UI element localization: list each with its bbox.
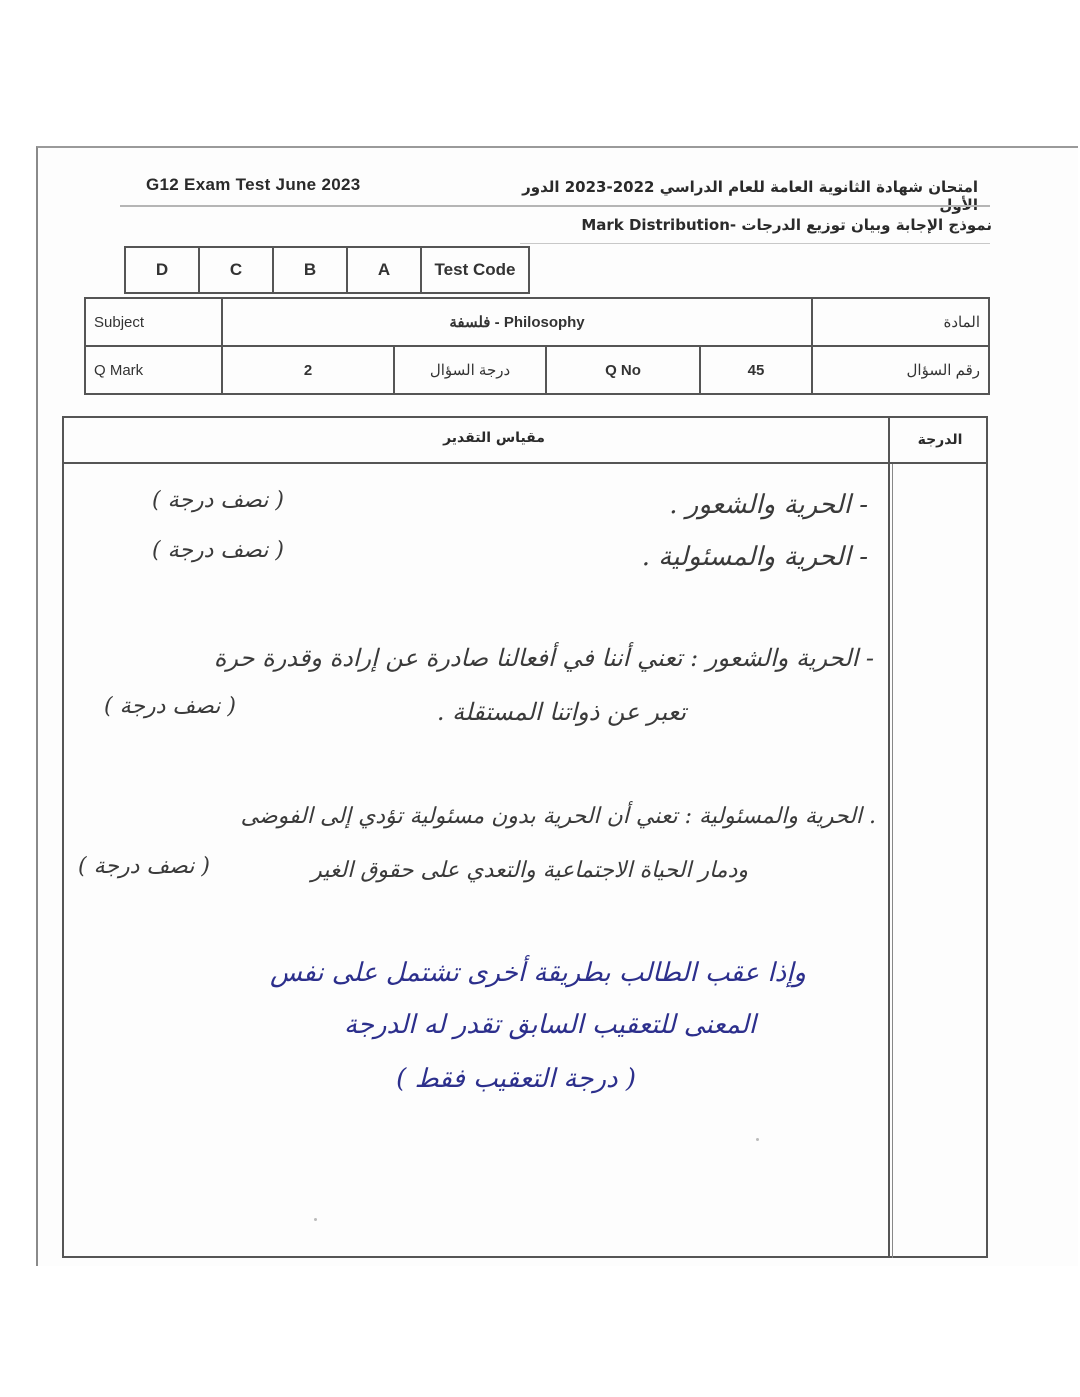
answer-line-3-cont: تعبر عن ذواتنا المستقلة . [436,698,686,726]
grade-column-title: الدرجة [917,432,963,448]
header-divider [120,205,990,207]
scan-speck [314,1218,317,1221]
rubric-box [62,416,988,1258]
note-line-1: وإذا عقب الطالب بطريقة أخرى تشتمل على نفس [269,958,806,988]
rubric-title: مقياس التقدير [443,430,545,446]
test-code-a: A [347,247,421,293]
test-code-c: C [199,247,273,293]
subject-label-arabic: المادة [812,298,989,346]
answer-line-3-mark: ( نصف درجة ) [104,694,236,719]
qno-label-arabic: رقم السؤال [812,346,989,394]
answer-line-4: . الحرية والمسئولية : تعني أن الحرية بدون مسئولية تؤدي إلى الفوضى [240,804,876,829]
answer-line-1-mark: ( نصف درجة ) [152,488,284,513]
grade-column-inner-line [892,464,893,1258]
exam-title: G12 Exam Test June 2023 [146,175,361,194]
mark-distribution-title: نموذج الإجابة وبيان توزيع الدرجات -Mark Distribution [581,216,992,234]
answer-line-2: - الحرية والمسئولية . [641,542,868,572]
note-line-3: ( درجة التعقيب فقط ) [396,1064,636,1094]
qmark-value: 2 [222,346,394,394]
qno-label: Q No [546,346,700,394]
note-line-2: المعنى للتعقيب السابق تقدر له الدرجة [343,1010,756,1040]
grade-column-divider [888,418,890,1256]
answer-line-4-cont: ودمار الحياة الاجتماعية والتعدي على حقوق الغير [311,858,748,883]
subject-label: Subject [85,298,222,346]
test-code-label: Test Code [421,247,529,293]
test-code-table [124,246,530,294]
qno-value: 45 [700,346,812,394]
scan-speck [756,1138,759,1141]
rubric-header [64,418,986,464]
test-code-d: D [125,247,199,293]
subtitle-underline [520,243,990,244]
answer-line-1: - الحرية والشعور . [669,490,868,520]
answer-line-4-mark: ( نصف درجة ) [78,854,210,879]
qmark-label-arabic: درجة السؤال [394,346,546,394]
question-info-table [84,297,990,395]
qmark-label: Q Mark [85,346,222,394]
answer-line-2-mark: ( نصف درجة ) [152,538,284,563]
answer-line-3: - الحرية والشعور : تعني أننا في أفعالنا صادرة عن إرادة وقدرة حرة [213,644,874,672]
test-code-b: B [273,247,347,293]
exam-title-arabic: امتحان شهادة الثانوية العامة للعام الدراسي 2022-2023 الدور الأول [522,178,978,214]
subject-value: فلسفة - Philosophy [222,298,812,346]
